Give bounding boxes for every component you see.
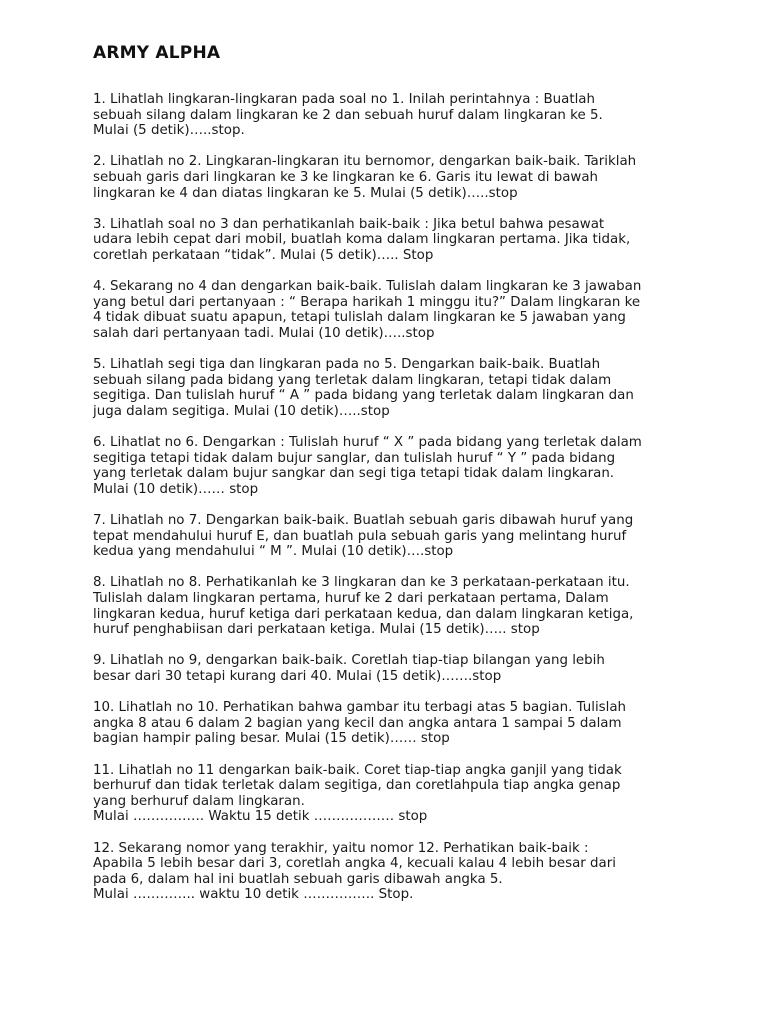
text-line: coretlah perkataan “tidak”. Mulai (5 detik)….. Stop [93,247,434,263]
text-line: segitiga. Dan tulislah huruf “ A ” pada bidang yang terletak dalam lingkaran dan [93,388,634,404]
text-line: 9. Lihatlah no 9, dengarkan baik-baik. Coretlah tiap-tiap bilangan yang lebih [93,653,605,669]
text-line: lingkaran ke 4 dan diatas lingkaran ke 5. Mulai (5 detik)…..stop [93,185,518,201]
text-line: tepat mendahului huruf E, dan buatlah pula sebuah garis yang melintang huruf [93,528,627,544]
text-line: yang berhuruf dalam lingkaran. [93,793,305,809]
text-line: kedua yang mendahului “ M ”. Mulai (10 detik)….stop [93,544,454,560]
instruction-paragraph-11 [93,763,693,825]
text-line: berhuruf dan tidak terletak dalam segitiga, dan coretlahpula tiap angka genap [93,778,621,794]
text-line: Mulai (5 detik)…..stop. [93,123,245,139]
text-line: 12. Sekarang nomor yang terakhir, yaitu nomor 12. Perhatikan baik-baik : [93,840,589,856]
text-line: sebuah garis dari lingkaran ke 3 ke lingkaran ke 6. Garis itu lewat di bawah [93,169,599,185]
text-line: lingkaran kedua, huruf ketiga dari perkataan kedua, dan dalam lingkaran ketiga, [93,606,634,622]
text-line: 3. Lihatlah soal no 3 dan perhatikanlah baik-baik : Jika betul bahwa pesawat [93,216,605,232]
text-line: 4. Sekarang no 4 dan dengarkan baik-baik. Tulislah dalam lingkaran ke 3 jawaban [93,279,642,295]
text-line: Apabila 5 lebih besar dari 3, coretlah angka 4, kecuali kalau 4 lebih besar dari [93,856,616,872]
instruction-paragraph-8 [93,575,693,637]
instruction-paragraph-12 [93,841,693,903]
text-line: angka 8 atau 6 dalam 2 bagian yang kecil dan angka antara 1 sampai 5 dalam [93,715,622,731]
text-line: Tulislah dalam lingkaran pertama, huruf ke 2 dari perkataan pertama, Dalam [93,591,609,606]
text-line: 4 tidak dibuat suatu apapun, tetapi tulislah dalam lingkaran ke 5 jawaban yang [93,310,626,326]
text-line: 6. Lihatlat no 6. Dengarkan : Tulislah huruf “ X ” pada bidang yang terletak dalam [93,435,642,451]
instruction-paragraph-3 [93,217,693,264]
instruction-paragraph-10 [93,700,693,747]
text-line: juga dalam segitiga. Mulai (10 detik)…..stop [93,403,390,419]
instruction-paragraph-4 [93,279,693,341]
text-line: sebuah silang pada bidang yang terletak dalam lingkaran, tetapi tidak dalam [93,372,612,388]
text-line: udara lebih cepat dari mobil, buatlah koma dalam lingkaran pertama. Jika tidak, [93,232,631,248]
text-line: 7. Lihatlah no 7. Dengarkan baik-baik. Buatlah sebuah garis dibawah huruf yang [93,513,634,529]
text-line: 11. Lihatlah no 11 dengarkan baik-baik. Coret tiap-tiap angka ganjil yang tidak [93,762,622,778]
text-line: yang terletak dalam bujur sangkar dan segi tiga tetapi tidak dalam lingkaran. [93,466,615,482]
text-line: pada 6, dalam hal ini buatlah sebuah garis dibawah angka 5. [93,871,503,887]
text-line: Mulai ………….. waktu 10 detik ……………. Stop. [93,887,414,903]
document-title: ARMY ALPHA [93,43,221,63]
text-line: 1. Lihatlah lingkaran-lingkaran pada soal no 1. Inilah perintahnya : Buatlah [93,92,596,107]
text-line: besar dari 30 tetapi kurang dari 40. Mulai (15 detik)…….stop [93,668,502,684]
document-body [93,92,693,918]
instruction-paragraph-6 [93,435,693,497]
text-line: sebuah silang dalam lingkaran ke 2 dan sebuah huruf dalam lingkaran ke 5. [93,107,603,123]
text-line: Mulai (10 detik)…… stop [93,481,259,497]
text-line: Mulai ……………. Waktu 15 detik ……………… stop [93,809,428,825]
text-line: 10. Lihatlah no 10. Perhatikan bahwa gambar itu terbagi atas 5 bagian. Tulislah [93,700,627,716]
text-line: 2. Lihatlah no 2. Lingkaran-lingkaran itu bernomor, dengarkan baik-baik. Tariklah [93,154,637,170]
text-line: huruf penghabiisan dari perkataan ketiga. Mulai (15 detik)….. stop [93,622,540,638]
instruction-paragraph-9 [93,653,693,684]
text-line: bagian hampir paling besar. Mulai (15 detik)…… stop [93,731,450,747]
text-line: 5. Lihatlah segi tiga dan lingkaran pada no 5. Dengarkan baik-baik. Buatlah [93,357,601,373]
instruction-paragraph-2 [93,154,693,201]
instruction-paragraph-5 [93,357,693,419]
instruction-paragraph-7 [93,513,693,560]
text-line: salah dari pertanyaan tadi. Mulai (10 detik)…..stop [93,325,435,341]
text-line: yang betul dari pertanyaan : “ Berapa harikah 1 minggu itu?” Dalam lingkaran ke [93,294,641,310]
text-line: 8. Lihatlah no 8. Perhatikanlah ke 3 lingkaran dan ke 3 perkataan-perkataan itu. [93,575,630,591]
text-line: segitiga tetapi tidak dalam bujur sanglar, dan tulislah huruf “ Y ” pada bidang [93,450,616,466]
instruction-paragraph-1 [93,92,693,139]
